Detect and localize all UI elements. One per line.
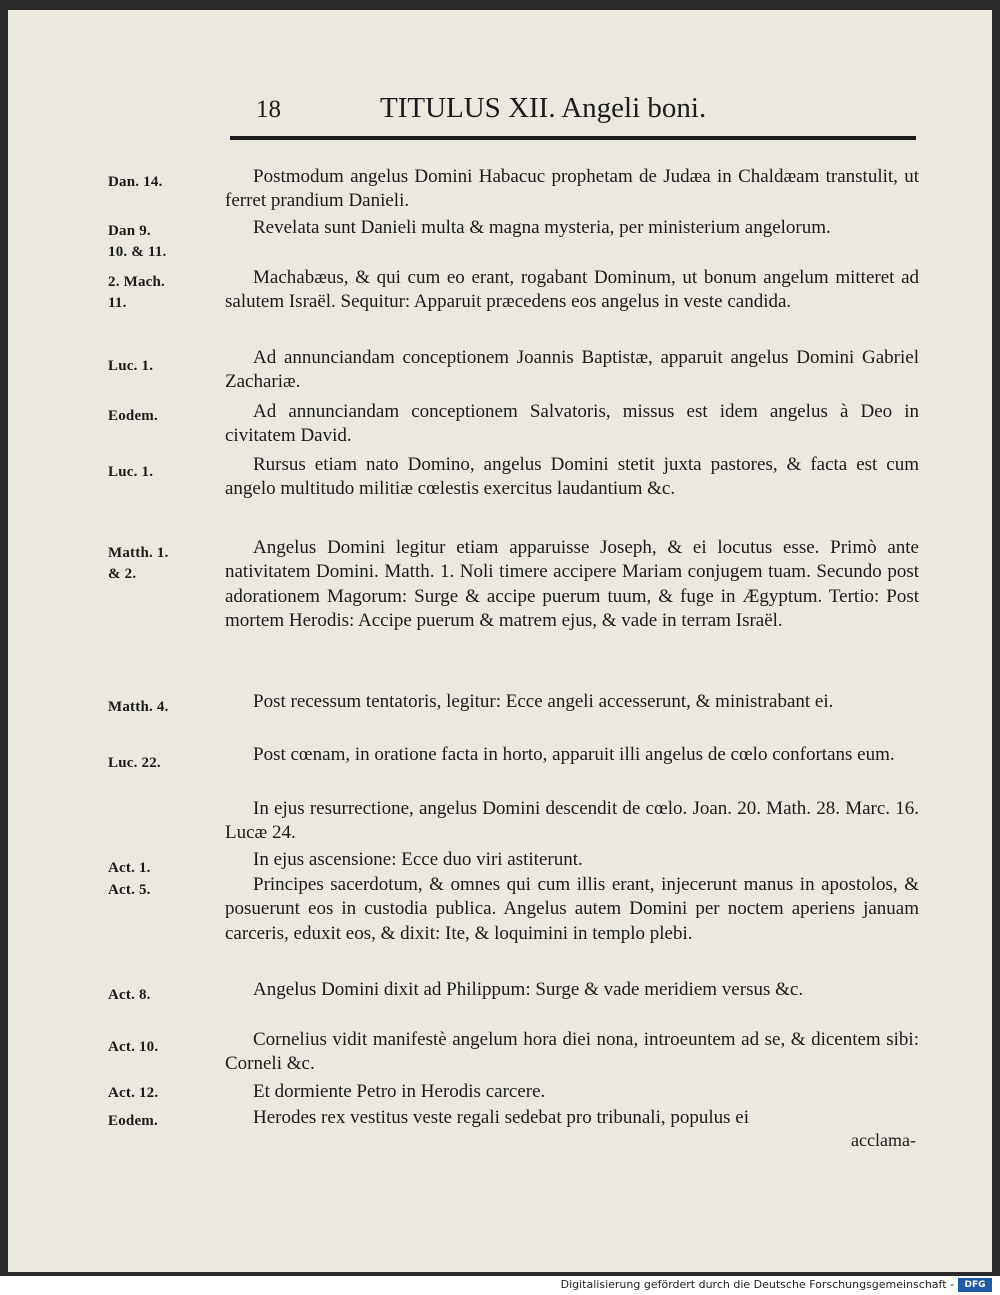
text-paragraph: Postmodum angelus Domini Habacuc prophetam de Judæa in Chaldæam transtulit, ut ferret prandium Danieli. (225, 166, 919, 212)
margin-note: 2. Mach. 11. (108, 274, 166, 311)
margin-note: Act. 1. (108, 860, 151, 876)
dfg-logo-icon: DFG (958, 1278, 992, 1292)
funding-credit: Digitalisierung gefördert durch die Deutsche Forschungsgemeinschaft - (560, 1278, 954, 1291)
text-paragraph: Et dormiente Petro in Herodis carcere. (253, 1081, 546, 1102)
text-paragraph: In ejus resurrectione, angelus Domini descendit de cœlo. Joan. 20. Math. 28. Marc. 16. Lucæ 24. (225, 798, 919, 844)
margin-note: Act. 12. (108, 1085, 159, 1101)
text-paragraph: Principes sacerdotum, & omnes qui cum illis erant, injecerunt manus in apostolos, & posuerunt eos in custodia publica. Angelus autem Domini per noctem aperiens januam carceris, eduxit eos, & dixit: Ite, & loquimini in templo plebi. (225, 874, 919, 944)
text-paragraph: Machabæus, & qui cum eo erant, rogabant Dominum, ut bonum angelum mitteret ad salutem Israël. Sequitur: Apparuit præcedens eos angelus in veste candida. (225, 267, 919, 313)
page-number: 18 (256, 96, 281, 123)
footer-bar (0, 1276, 1000, 1295)
text-paragraph: In ejus ascensione: Ecce duo viri astiterunt. (253, 849, 583, 870)
text-paragraph: Rursus etiam nato Domino, angelus Domini stetit juxta pastores, & facta est cum angelo multitudo militiæ cœlestis exercitus laudantium &c. (225, 454, 919, 500)
text-paragraph: Post cœnam, in oratione facta in horto, apparuit illi angelus de cœlo confortans eum. (253, 744, 895, 765)
text-paragraph: Angelus Domini dixit ad Philippum: Surge & vade meridiem versus &c. (253, 979, 804, 1000)
text-paragraph: Revelata sunt Danieli multa & magna mysteria, per ministerium angelorum. (253, 217, 831, 238)
text-paragraph: Herodes rex vestitus veste regali sedebat pro tribunali, populus ei (253, 1107, 749, 1128)
book-page (8, 10, 992, 1272)
margin-note: Eodem. (108, 408, 158, 424)
margin-note: Act. 8. (108, 987, 151, 1003)
margin-note: Act. 10. (108, 1039, 159, 1055)
margin-note: Dan 9. 10. & 11. (108, 223, 167, 260)
margin-note: Dan. 14. (108, 174, 163, 190)
margin-note: Act. 5. (108, 882, 151, 898)
margin-note: Luc. 1. (108, 358, 154, 374)
header-rule (230, 136, 916, 140)
margin-note: Eodem. (108, 1113, 158, 1129)
margin-note: Matth. 4. (108, 699, 169, 715)
text-paragraph: Ad annunciandam conceptionem Salvatoris, missus est idem angelus à Deo in civitatem David. (225, 401, 919, 447)
page-title: TITULUS XII. Angeli boni. (380, 92, 707, 124)
margin-note: Matth. 1. & 2. (108, 545, 169, 582)
margin-note: Luc. 1. (108, 464, 154, 480)
catchword: acclama- (851, 1130, 916, 1150)
text-paragraph: Angelus Domini legitur etiam apparuisse Joseph, & ei locutus esse. Primò ante nativitatem Domini. Matth. 1. Noli timere accipere Mariam conjugem tuam. Secundo post adorationem Magorum: Surge & accipe puerum tuum, & fuge in Ægyptum. Tertio: Post mortem Herodis: Accipe puerum & matrem ejus, & vade in terram Israël. (225, 537, 919, 631)
margin-note: Luc. 22. (108, 755, 161, 771)
text-paragraph: Post recessum tentatoris, legitur: Ecce angeli accesserunt, & ministrabant ei. (253, 691, 834, 712)
text-paragraph: Cornelius vidit manifestè angelum hora diei nona, introeuntem ad se, & dicentem sibi: Corneli &c. (225, 1029, 919, 1075)
text-paragraph: Ad annunciandam conceptionem Joannis Baptistæ, apparuit angelus Domini Gabriel Zachariæ. (225, 347, 919, 393)
